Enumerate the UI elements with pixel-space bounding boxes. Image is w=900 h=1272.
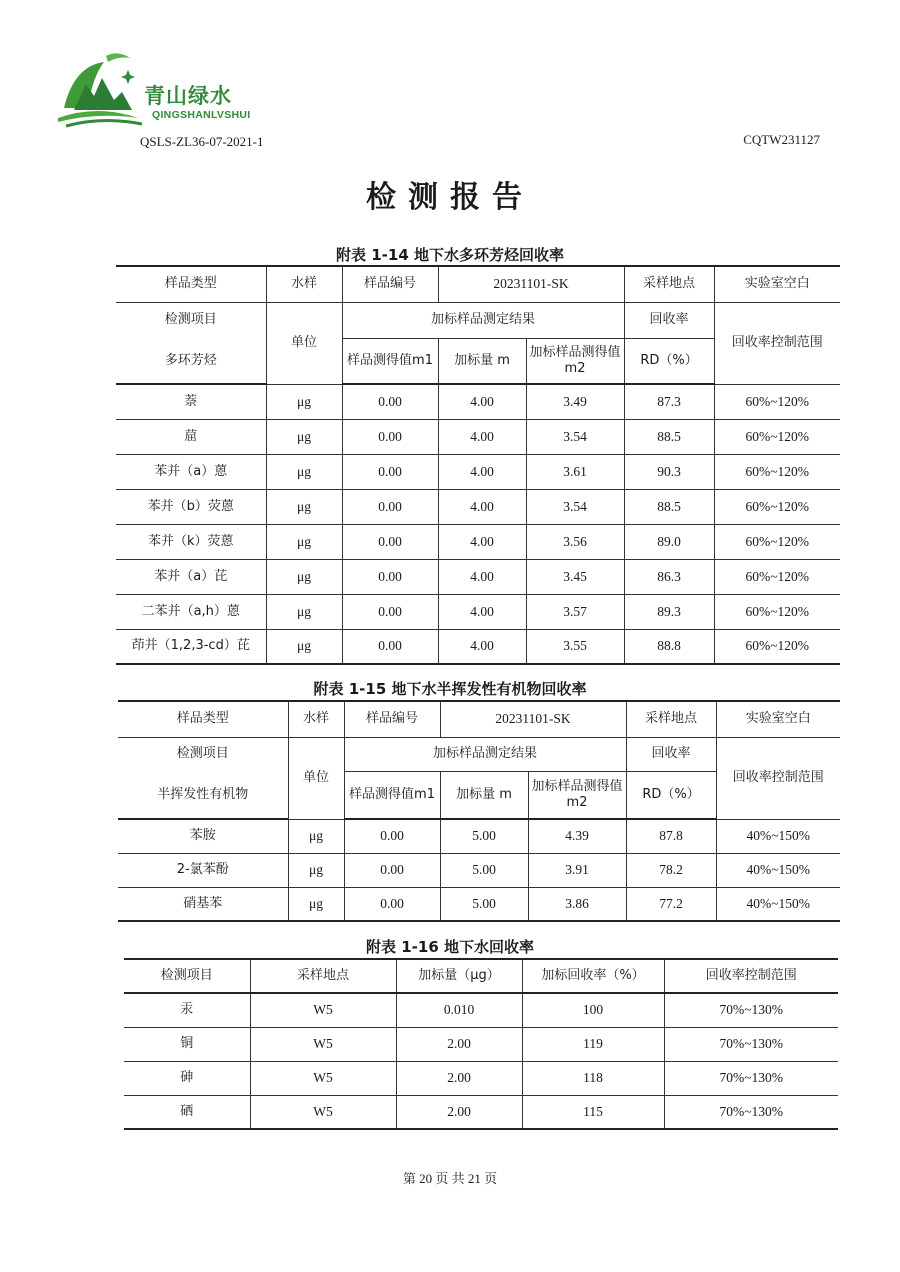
cell-name: 苯并（b）荧蒽 [116, 489, 266, 524]
table-row [118, 887, 840, 921]
logo-english-name: QINGSHANLVSHUI [152, 109, 251, 121]
cell-unit: μg [266, 384, 342, 419]
table-row [116, 524, 840, 559]
table-row [124, 1027, 838, 1061]
m-label: 加标量 m [440, 771, 528, 819]
cell-range: 60%~120% [714, 454, 840, 489]
table-row [116, 594, 840, 629]
cell-unit: μg [288, 819, 344, 853]
cell-m1: 0.00 [342, 594, 438, 629]
cell-m: 4.00 [438, 524, 526, 559]
table-row [116, 454, 840, 489]
sample-no-label: 样品编号 [344, 701, 440, 737]
cell-rd: 87.8 [626, 819, 716, 853]
cell-m: 4.00 [438, 384, 526, 419]
cell-m2: 4.39 [528, 819, 626, 853]
site-label: 采样地点 [624, 266, 714, 302]
cell-range: 60%~120% [714, 524, 840, 559]
table-row [124, 1061, 838, 1095]
cell-range: 40%~150% [716, 887, 840, 921]
table-row [116, 489, 840, 524]
category-label: 多环芳烃 [116, 338, 266, 384]
site-value: 实验室空白 [714, 266, 840, 302]
cell-rd: 78.2 [626, 853, 716, 887]
sample-no-value: 20231101-SK [440, 701, 626, 737]
table-1-14-caption: 附表 1-14 地下水多环芳烃回收率 [336, 246, 564, 264]
cell-m: 4.00 [438, 629, 526, 664]
unit-label: 单位 [266, 302, 342, 384]
cell-item: 砷 [124, 1061, 250, 1095]
cell-item: 汞 [124, 993, 250, 1027]
cell-range: 60%~120% [714, 384, 840, 419]
cell-spike: 2.00 [396, 1061, 522, 1095]
cell-recovery: 100 [522, 993, 664, 1027]
rd-label: RD（%） [626, 771, 716, 819]
cell-m2: 3.56 [526, 524, 624, 559]
cell-item: 硒 [124, 1095, 250, 1129]
m2-label: 加标样品测得值 m2 [526, 338, 624, 384]
cell-m2: 3.55 [526, 629, 624, 664]
cell-spike: 2.00 [396, 1027, 522, 1061]
cell-m2: 3.61 [526, 454, 624, 489]
cell-rd: 87.3 [624, 384, 714, 419]
rd-label: RD（%） [624, 338, 714, 384]
m1-label: 样品测得值m1 [342, 338, 438, 384]
cell-unit: μg [266, 524, 342, 559]
cell-recovery: 118 [522, 1061, 664, 1095]
cell-range: 60%~120% [714, 419, 840, 454]
cell-range: 60%~120% [714, 489, 840, 524]
cell-site: W5 [250, 1061, 396, 1095]
cell-m1: 0.00 [342, 524, 438, 559]
cell-range: 40%~150% [716, 853, 840, 887]
cell-unit: μg [288, 887, 344, 921]
spike-result-label: 加标样品测定结果 [342, 302, 624, 338]
cell-m: 5.00 [440, 853, 528, 887]
cell-name: 苯胺 [118, 819, 288, 853]
cell-m: 5.00 [440, 819, 528, 853]
cell-m1: 0.00 [342, 629, 438, 664]
cell-m1: 0.00 [342, 384, 438, 419]
range-label: 回收率控制范围 [714, 302, 840, 384]
cell-rd: 89.0 [624, 524, 714, 559]
cell-range: 70%~130% [664, 993, 838, 1027]
cell-item: 铜 [124, 1027, 250, 1061]
cell-name: 硝基苯 [118, 887, 288, 921]
cell-name: 茚并（1,2,3-cd）芘 [116, 629, 266, 664]
table-header-row [118, 737, 840, 771]
sample-type-value: 水样 [288, 701, 344, 737]
cell-m: 4.00 [438, 419, 526, 454]
recovery-label: 回收率 [626, 737, 716, 771]
cell-range: 60%~120% [714, 629, 840, 664]
cell-unit: μg [288, 853, 344, 887]
cell-name: 䓛 [116, 419, 266, 454]
table-row [116, 384, 840, 419]
table-header-row [116, 266, 840, 302]
spike-result-label: 加标样品测定结果 [344, 737, 626, 771]
cell-name: 二苯并（a,h）蒽 [116, 594, 266, 629]
cell-m2: 3.49 [526, 384, 624, 419]
cell-m2: 3.54 [526, 419, 624, 454]
header-cell: 加标回收率（%） [522, 959, 664, 993]
cell-range: 60%~120% [714, 594, 840, 629]
sample-no-label: 样品编号 [342, 266, 438, 302]
m-label: 加标量 m [438, 338, 526, 384]
table-header-row [118, 701, 840, 737]
sample-type-label: 样品类型 [116, 266, 266, 302]
page-title: 检测报告 [366, 180, 534, 215]
cell-m2: 3.57 [526, 594, 624, 629]
table-row [116, 419, 840, 454]
cell-name: 苯并（k）荧蒽 [116, 524, 266, 559]
cell-range: 70%~130% [664, 1027, 838, 1061]
cell-unit: μg [266, 419, 342, 454]
cell-name: 2-氯苯酚 [118, 853, 288, 887]
page-number: 第 20 页 共 21 页 [402, 1171, 498, 1186]
cell-spike: 2.00 [396, 1095, 522, 1129]
table-1-14 [116, 265, 840, 665]
cell-m2: 3.45 [526, 559, 624, 594]
cell-recovery: 115 [522, 1095, 664, 1129]
site-value: 实验室空白 [716, 701, 840, 737]
cell-spike: 0.010 [396, 993, 522, 1027]
table-row [118, 853, 840, 887]
cell-m: 4.00 [438, 594, 526, 629]
sample-type-label: 样品类型 [118, 701, 288, 737]
cell-range: 60%~120% [714, 559, 840, 594]
item-label: 检测项目 [118, 737, 288, 771]
cell-range: 40%~150% [716, 819, 840, 853]
cell-unit: μg [266, 489, 342, 524]
m2-label: 加标样品测得值 m2 [528, 771, 626, 819]
sample-type-value: 水样 [266, 266, 342, 302]
header-cell: 检测项目 [124, 959, 250, 993]
cell-site: W5 [250, 1027, 396, 1061]
report-number: CQTW231127 [743, 132, 820, 147]
recovery-label: 回收率 [624, 302, 714, 338]
cell-m1: 0.00 [342, 454, 438, 489]
table-1-15-caption: 附表 1-15 地下水半挥发性有机物回收率 [313, 680, 587, 698]
cell-unit: μg [266, 629, 342, 664]
logo-chinese-name: 青山绿水 [144, 84, 232, 108]
table-header-row [124, 959, 838, 993]
cell-m1: 0.00 [344, 853, 440, 887]
cell-m1: 0.00 [342, 559, 438, 594]
cell-m1: 0.00 [344, 887, 440, 921]
cell-m1: 0.00 [342, 489, 438, 524]
cell-rd: 88.5 [624, 419, 714, 454]
cell-m: 4.00 [438, 454, 526, 489]
cell-m1: 0.00 [342, 419, 438, 454]
header-cell: 采样地点 [250, 959, 396, 993]
cell-range: 70%~130% [664, 1061, 838, 1095]
range-label: 回收率控制范围 [716, 737, 840, 819]
cell-site: W5 [250, 993, 396, 1027]
cell-m: 4.00 [438, 489, 526, 524]
cell-m: 5.00 [440, 887, 528, 921]
cell-unit: μg [266, 454, 342, 489]
header-cell: 回收率控制范围 [664, 959, 838, 993]
unit-label: 单位 [288, 737, 344, 819]
table-row [116, 559, 840, 594]
table-1-16-caption: 附表 1-16 地下水回收率 [366, 938, 534, 956]
cell-site: W5 [250, 1095, 396, 1129]
cell-unit: μg [266, 559, 342, 594]
mountain-logo-icon [52, 48, 144, 130]
table-1-15 [118, 700, 840, 922]
cell-rd: 88.5 [624, 489, 714, 524]
table-row [118, 819, 840, 853]
table-row [116, 629, 840, 664]
sample-no-value: 20231101-SK [438, 266, 624, 302]
table-header-row [116, 302, 840, 338]
site-label: 采样地点 [626, 701, 716, 737]
cell-range: 70%~130% [664, 1095, 838, 1129]
cell-rd: 77.2 [626, 887, 716, 921]
cell-rd: 86.3 [624, 559, 714, 594]
cell-name: 萘 [116, 384, 266, 419]
cell-name: 苯并（a）芘 [116, 559, 266, 594]
cell-rd: 89.3 [624, 594, 714, 629]
cell-rd: 90.3 [624, 454, 714, 489]
header-cell: 加标量（μg） [396, 959, 522, 993]
cell-m: 4.00 [438, 559, 526, 594]
cell-recovery: 119 [522, 1027, 664, 1061]
cell-rd: 88.8 [624, 629, 714, 664]
cell-unit: μg [266, 594, 342, 629]
table-1-16 [124, 958, 838, 1130]
m1-label: 样品测得值m1 [344, 771, 440, 819]
cell-m2: 3.91 [528, 853, 626, 887]
category-label: 半挥发性有机物 [118, 771, 288, 819]
item-label: 检测项目 [116, 302, 266, 338]
document-code: QSLS-ZL36-07-2021-1 [140, 134, 264, 149]
table-row [124, 993, 838, 1027]
cell-m2: 3.54 [526, 489, 624, 524]
cell-m2: 3.86 [528, 887, 626, 921]
company-logo [52, 48, 282, 130]
cell-name: 苯并（a）蒽 [116, 454, 266, 489]
table-row [124, 1095, 838, 1129]
cell-m1: 0.00 [344, 819, 440, 853]
